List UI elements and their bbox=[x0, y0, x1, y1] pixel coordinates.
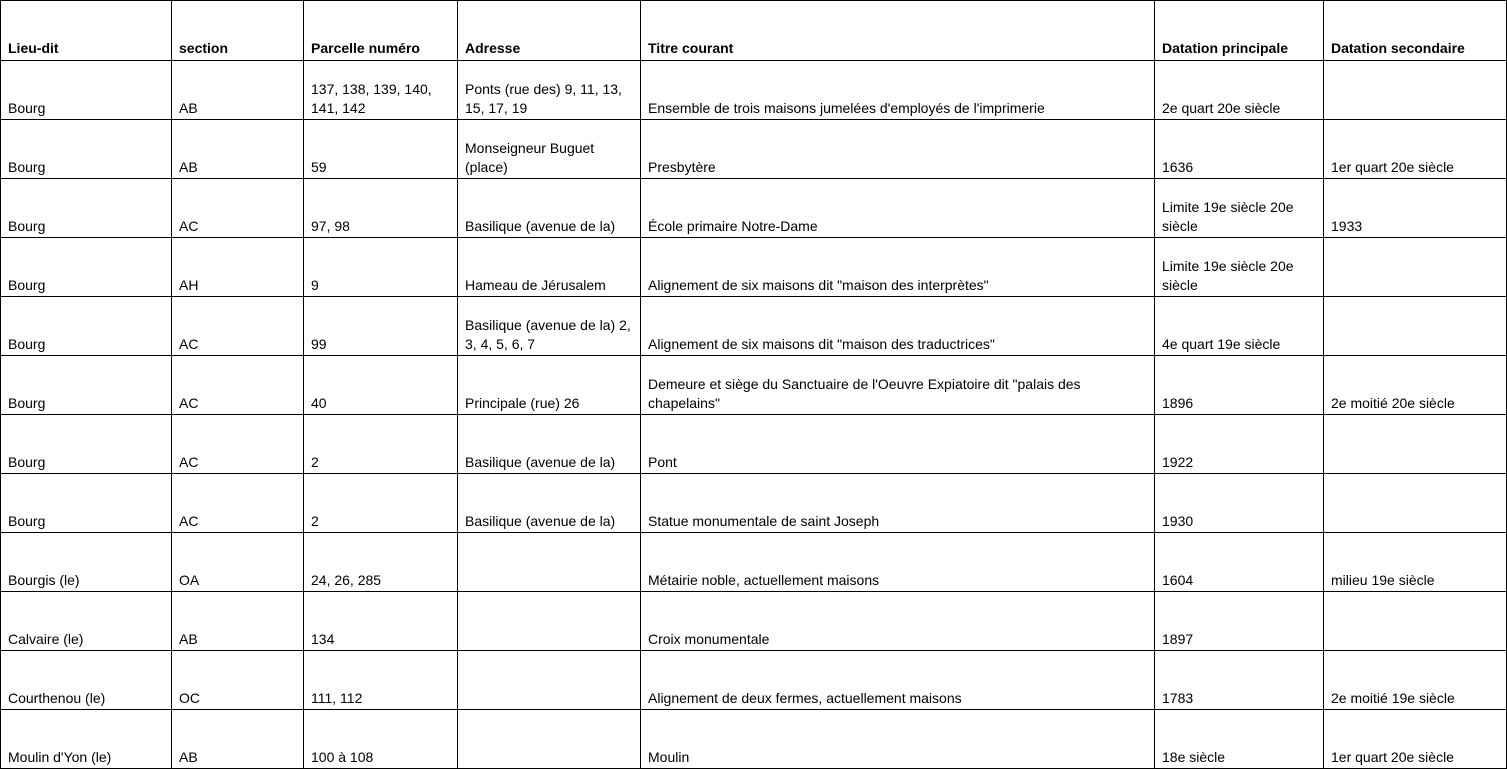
cell-section: AC bbox=[172, 297, 304, 356]
cell-datation-secondaire bbox=[1324, 592, 1507, 651]
cell-lieu-dit: Bourg bbox=[1, 179, 172, 238]
cell-datation-principale: 1922 bbox=[1155, 415, 1324, 474]
cell-section: AB bbox=[172, 120, 304, 179]
cell-datation-secondaire: 2e moitié 20e siècle bbox=[1324, 356, 1507, 415]
cell-datation-principale: 1896 bbox=[1155, 356, 1324, 415]
header-lieu-dit: Lieu-dit bbox=[1, 1, 172, 61]
cell-adresse bbox=[458, 592, 641, 651]
cell-section: AC bbox=[172, 415, 304, 474]
cell-datation-secondaire: 1er quart 20e siècle bbox=[1324, 120, 1507, 179]
cell-lieu-dit: Bourg bbox=[1, 415, 172, 474]
cell-lieu-dit: Bourgis (le) bbox=[1, 533, 172, 592]
table-row bbox=[1, 238, 1507, 297]
cell-datation-secondaire bbox=[1324, 238, 1507, 297]
cell-adresse: Principale (rue) 26 bbox=[458, 356, 641, 415]
header-datation-secondaire: Datation secondaire bbox=[1324, 1, 1507, 61]
cell-parcelle: 24, 26, 285 bbox=[304, 533, 458, 592]
cell-titre: Moulin bbox=[641, 710, 1155, 769]
cell-lieu-dit: Bourg bbox=[1, 120, 172, 179]
cell-adresse: Hameau de Jérusalem bbox=[458, 238, 641, 297]
table-row bbox=[1, 297, 1507, 356]
table-row bbox=[1, 356, 1507, 415]
cell-section: OC bbox=[172, 651, 304, 710]
cell-section: AB bbox=[172, 592, 304, 651]
cell-section: OA bbox=[172, 533, 304, 592]
cell-datation-secondaire bbox=[1324, 61, 1507, 120]
cell-datation-secondaire: milieu 19e siècle bbox=[1324, 533, 1507, 592]
cell-titre: Statue monumentale de saint Joseph bbox=[641, 474, 1155, 533]
table-row bbox=[1, 120, 1507, 179]
cell-parcelle: 59 bbox=[304, 120, 458, 179]
cell-datation-principale: 18e siècle bbox=[1155, 710, 1324, 769]
cell-datation-principale: Limite 19e siècle 20e siècle bbox=[1155, 238, 1324, 297]
cell-adresse bbox=[458, 651, 641, 710]
cell-parcelle: 2 bbox=[304, 474, 458, 533]
cell-adresse: Basilique (avenue de la) bbox=[458, 415, 641, 474]
cell-lieu-dit: Calvaire (le) bbox=[1, 592, 172, 651]
cell-section: AC bbox=[172, 474, 304, 533]
cell-datation-principale: 1897 bbox=[1155, 592, 1324, 651]
table-row bbox=[1, 651, 1507, 710]
table-row bbox=[1, 179, 1507, 238]
cell-datation-secondaire bbox=[1324, 474, 1507, 533]
cell-lieu-dit: Bourg bbox=[1, 238, 172, 297]
cell-adresse: Basilique (avenue de la) 2, 3, 4, 5, 6, 7 bbox=[458, 297, 641, 356]
cell-datation-principale: Limite 19e siècle 20e siècle bbox=[1155, 179, 1324, 238]
table-row bbox=[1, 474, 1507, 533]
cell-lieu-dit: Bourg bbox=[1, 297, 172, 356]
header-titre-courant: Titre courant bbox=[641, 1, 1155, 61]
table-row bbox=[1, 710, 1507, 769]
cell-adresse: Basilique (avenue de la) bbox=[458, 474, 641, 533]
header-row bbox=[1, 1, 1507, 61]
cell-adresse: Basilique (avenue de la) bbox=[458, 179, 641, 238]
cell-titre: Alignement de six maisons dit "maison des interprètes" bbox=[641, 238, 1155, 297]
cell-lieu-dit: Bourg bbox=[1, 61, 172, 120]
table-row bbox=[1, 592, 1507, 651]
cell-titre: Presbytère bbox=[641, 120, 1155, 179]
cell-lieu-dit: Courthenou (le) bbox=[1, 651, 172, 710]
table-row bbox=[1, 415, 1507, 474]
cell-parcelle: 97, 98 bbox=[304, 179, 458, 238]
table-row bbox=[1, 533, 1507, 592]
cell-parcelle: 99 bbox=[304, 297, 458, 356]
cell-adresse: Ponts (rue des) 9, 11, 13, 15, 17, 19 bbox=[458, 61, 641, 120]
cell-parcelle: 9 bbox=[304, 238, 458, 297]
cell-datation-secondaire: 1933 bbox=[1324, 179, 1507, 238]
cell-lieu-dit: Moulin d'Yon (le) bbox=[1, 710, 172, 769]
cell-datation-principale: 1636 bbox=[1155, 120, 1324, 179]
cell-adresse bbox=[458, 710, 641, 769]
cell-adresse bbox=[458, 533, 641, 592]
cell-parcelle: 100 à 108 bbox=[304, 710, 458, 769]
cell-section: AC bbox=[172, 356, 304, 415]
cell-parcelle: 40 bbox=[304, 356, 458, 415]
cell-titre: École primaire Notre-Dame bbox=[641, 179, 1155, 238]
cell-parcelle: 134 bbox=[304, 592, 458, 651]
header-section: section bbox=[172, 1, 304, 61]
cell-datation-principale: 1604 bbox=[1155, 533, 1324, 592]
cell-lieu-dit: Bourg bbox=[1, 474, 172, 533]
cell-section: AB bbox=[172, 61, 304, 120]
table-row bbox=[1, 61, 1507, 120]
cell-lieu-dit: Bourg bbox=[1, 356, 172, 415]
cell-datation-secondaire bbox=[1324, 415, 1507, 474]
cell-titre: Métairie noble, actuellement maisons bbox=[641, 533, 1155, 592]
cell-adresse: Monseigneur Buguet (place) bbox=[458, 120, 641, 179]
cell-parcelle: 137, 138, 139, 140, 141, 142 bbox=[304, 61, 458, 120]
cell-datation-secondaire: 2e moitié 19e siècle bbox=[1324, 651, 1507, 710]
table-body bbox=[1, 61, 1507, 769]
cell-section: AC bbox=[172, 179, 304, 238]
header-adresse: Adresse bbox=[458, 1, 641, 61]
cell-datation-principale: 1930 bbox=[1155, 474, 1324, 533]
cell-titre: Alignement de deux fermes, actuellement maisons bbox=[641, 651, 1155, 710]
cell-titre: Pont bbox=[641, 415, 1155, 474]
cell-titre: Demeure et siège du Sanctuaire de l'Oeuvre Expiatoire dit "palais des chapelains" bbox=[641, 356, 1155, 415]
cell-datation-secondaire: 1er quart 20e siècle bbox=[1324, 710, 1507, 769]
cell-titre: Croix monumentale bbox=[641, 592, 1155, 651]
header-datation-principale: Datation principale bbox=[1155, 1, 1324, 61]
cell-titre: Ensemble de trois maisons jumelées d'employés de l'imprimerie bbox=[641, 61, 1155, 120]
cell-titre: Alignement de six maisons dit "maison des traductrices" bbox=[641, 297, 1155, 356]
cell-parcelle: 2 bbox=[304, 415, 458, 474]
header-parcelle-numero: Parcelle numéro bbox=[304, 1, 458, 61]
cell-datation-principale: 2e quart 20e siècle bbox=[1155, 61, 1324, 120]
cell-datation-secondaire bbox=[1324, 297, 1507, 356]
cell-datation-principale: 4e quart 19e siècle bbox=[1155, 297, 1324, 356]
cell-datation-principale: 1783 bbox=[1155, 651, 1324, 710]
cell-section: AB bbox=[172, 710, 304, 769]
cell-parcelle: 111, 112 bbox=[304, 651, 458, 710]
cell-section: AH bbox=[172, 238, 304, 297]
